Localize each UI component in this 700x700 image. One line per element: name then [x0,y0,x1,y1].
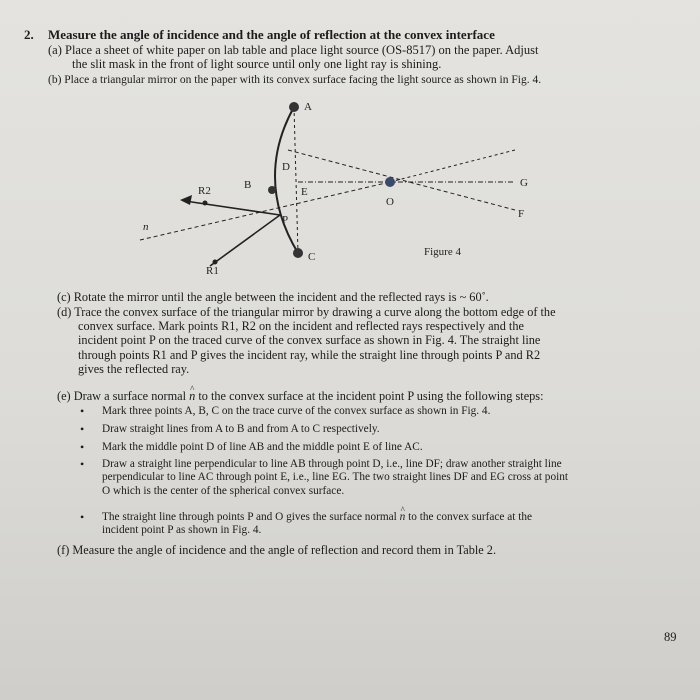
bullet-4-line-2: perpendicular to line AC through point E, i.e., line EG. The two straight lines DF and EG cross at point [102,471,569,484]
bullet-2-text: Draw straight lines from A to B and from A to C respectively. [102,423,380,435]
bullet-5-text-after: to the convex surface at the [405,511,533,523]
label-r2: R2 [198,185,211,197]
label-b: B [244,179,252,191]
label-r1: R1 [206,265,219,277]
section-number: 2. [24,27,34,42]
bullet-item-1 [80,404,491,418]
reflected-ray-arrow [180,195,192,205]
bullet-3-text: Mark the middle point D of line AB and the middle point E of line AC. [102,441,423,453]
step-d [57,305,556,376]
step-d-line-3: incident point P on the traced curve of the convex surface as shown in Fig. 4. The straight line [78,333,541,348]
step-a-line-1: (a) Place a sheet of white paper on lab table and place light source (OS-8517) on the paper. Adjust [48,43,539,57]
ray-o-upper [390,150,515,182]
point-o-marker [385,177,395,187]
point-r2-marker [203,201,208,206]
bullet-item-2 [80,422,380,436]
step-e-text-before: (e) Draw a surface normal [57,389,190,403]
chord-ac [294,107,298,253]
label-o: O [386,196,394,208]
label-f: F [518,208,525,220]
figure-4-diagram [120,90,550,280]
step-e-text-after: to the convex surface at the incident point P using the following steps: [195,389,544,403]
label-p: P [282,214,289,226]
bullet-dot: • [80,510,85,524]
bullet-item-4 [80,457,569,498]
step-e [57,389,544,403]
section-heading: Measure the angle of incidence and the angle of reflection at the convex interface [48,27,495,42]
label-n-hat: n [143,221,149,233]
line-df [288,150,515,210]
bullet-4-line-1: Draw a straight line perpendicular to line AB through point D, i.e., line DF; draw another straight line [102,458,562,470]
step-c [57,290,489,304]
label-e: E [301,186,308,198]
point-r1-marker [213,260,218,265]
step-c-text: (c) Rotate the mirror until the angle between the incident and the reflected rays is ~ 60˚. [57,290,489,304]
step-d-line-5: gives the reflected ray. [78,361,190,376]
bullet-item-5 [80,510,533,538]
step-f-text: (f) Measure the angle of incidence and the angle of reflection and record them in Table 2. [57,543,497,557]
step-f [57,543,496,557]
bullet-dot: • [80,422,85,436]
incident-ray [210,215,280,266]
label-g: G [520,177,528,189]
step-d-line-4: through points R1 and P gives the incident ray, while the straight line through points P and R2 [78,347,541,362]
step-d-line-2: convex surface. Mark points R1, R2 on the incident and reflected rays respectively and the [78,319,524,334]
point-c-marker [293,248,303,258]
bullet-1-text: Mark three points A, B, C on the trace curve of the convex surface as shown in Fig. 4. [102,405,491,417]
step-a-line-2: the slit mask in the front of light source until only one light ray is shining. [72,57,442,71]
surface-normal-line [140,182,390,240]
page-number: 89 [664,630,677,644]
bullet-5-line-1 [102,511,532,524]
point-a-marker [289,102,299,112]
bullet-5-line-2: incident point P as shown in Fig. 4. [102,524,262,537]
step-d-line-1: (d) Trace the convex surface of the triangular mirror by drawing a curve along the bottom edge of the [57,305,556,319]
label-c: C [308,251,316,263]
bullet-dot: • [80,457,85,471]
bullet-dot: • [80,404,85,418]
n-hat-symbol: n ^ [400,511,406,523]
label-a: A [304,101,312,113]
convex-surface-curve [275,107,298,253]
reflected-ray [185,201,280,215]
n-hat-symbol: n ^ [189,389,195,403]
point-b-marker [268,186,276,194]
step-b: (b) Place a triangular mirror on the paper with its convex surface facing the light source as shown in Fig. 4. [48,74,542,86]
bullet-4-line-3: O which is the center of the spherical convex surface. [102,484,345,497]
step-e-line [57,389,544,403]
bullet-5-text-before: The straight line through points P and O gives the surface normal [102,511,400,523]
figure-caption: Figure 4 [424,246,461,258]
label-d: D [282,161,290,173]
bullet-item-3 [80,440,423,454]
bullet-dot: • [80,440,85,454]
